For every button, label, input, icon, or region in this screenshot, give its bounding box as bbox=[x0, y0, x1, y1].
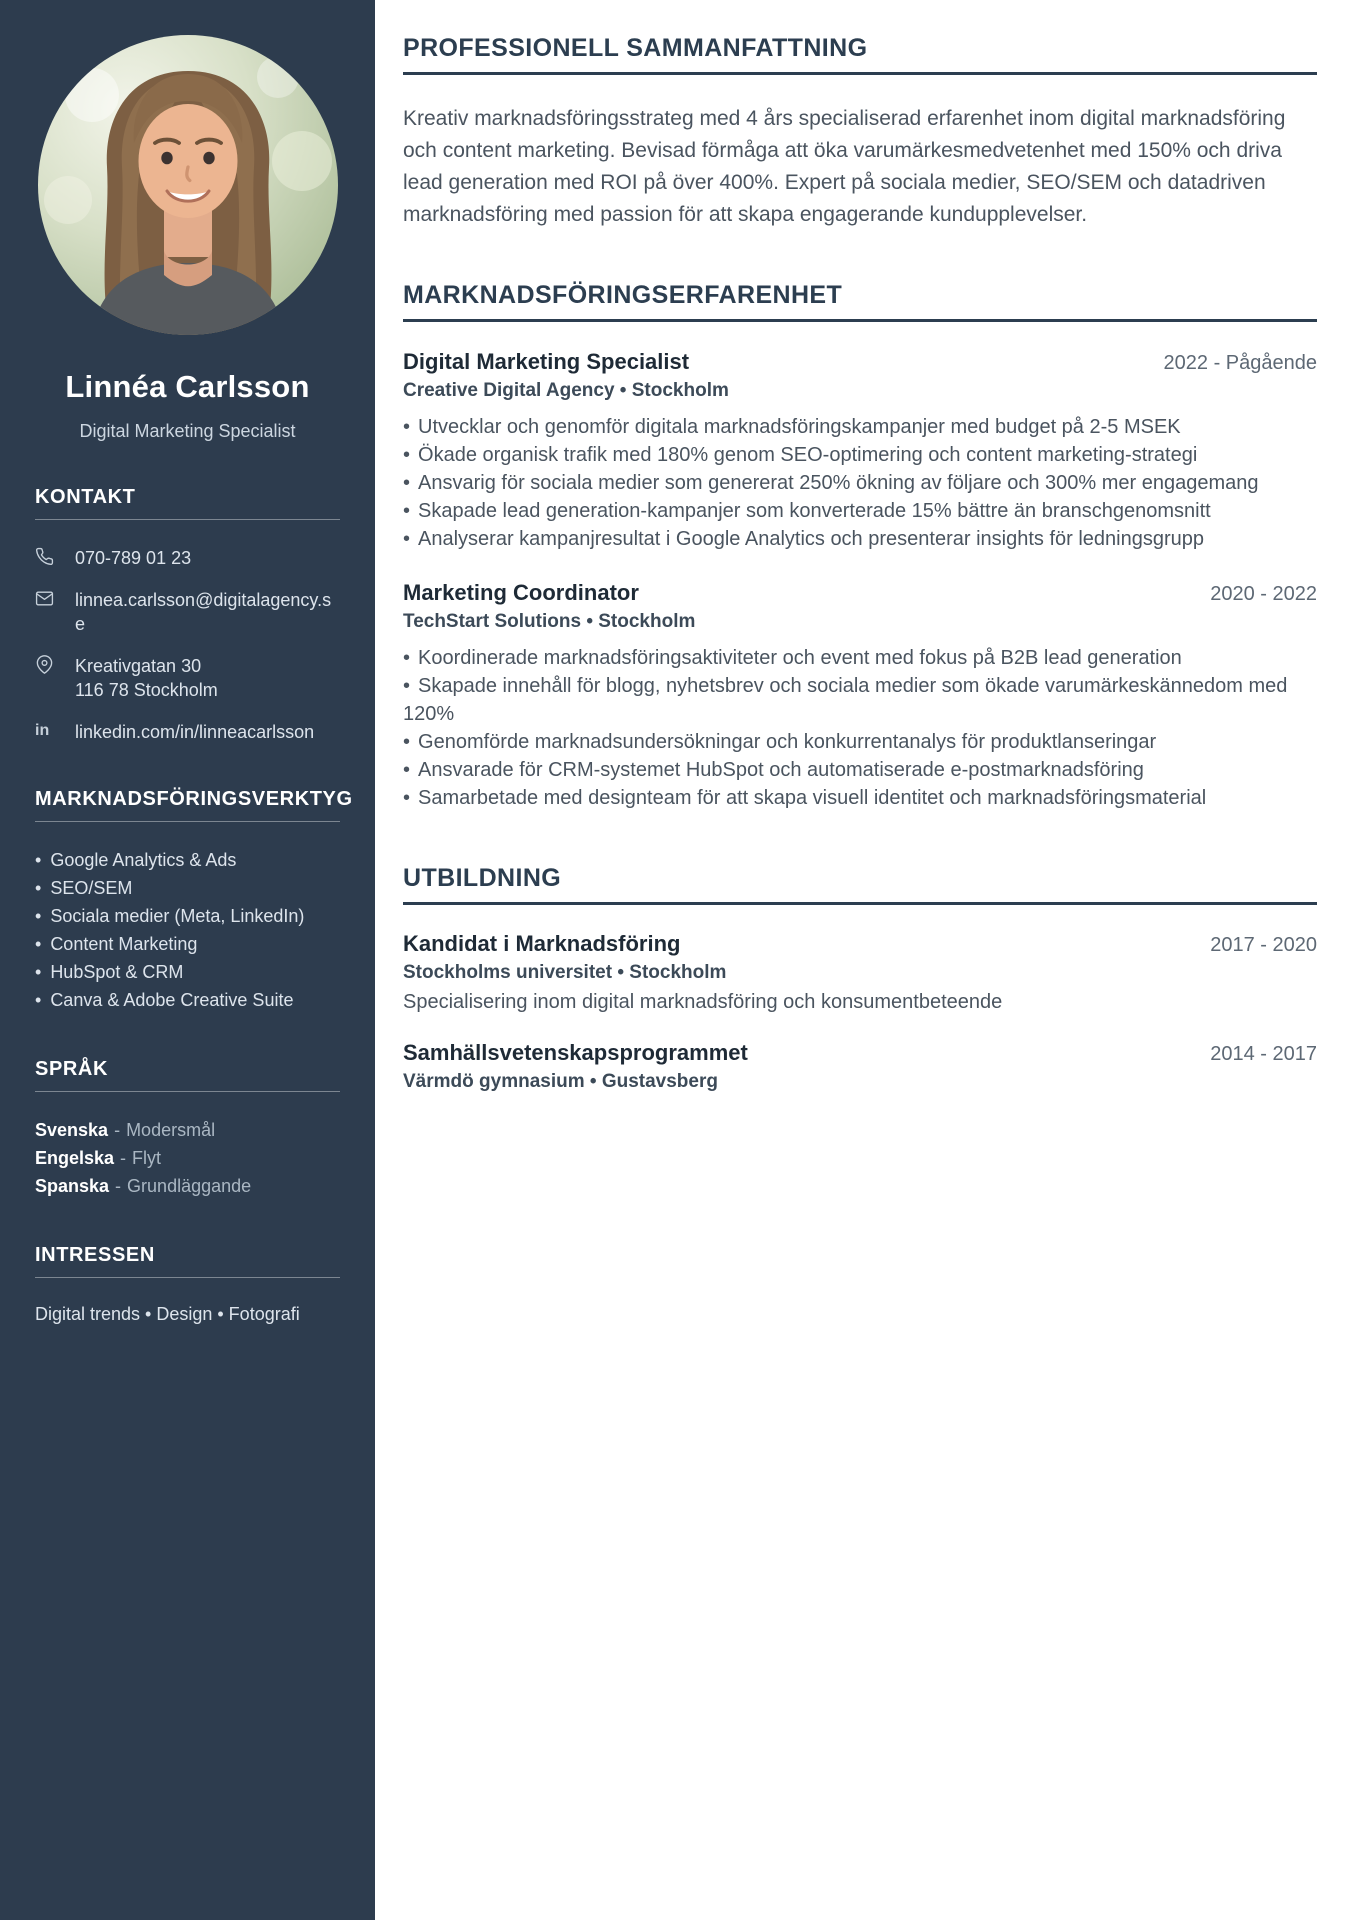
languages-heading: SPRÅK bbox=[35, 1058, 340, 1092]
bullet-item bbox=[403, 728, 1317, 756]
email-address[interactable]: linnea.carlsson@digitalagency.se bbox=[75, 590, 332, 634]
education-school: Stockholms universitet • Stockholm bbox=[403, 962, 727, 983]
bullet-glyph: • bbox=[403, 759, 411, 781]
list-item bbox=[35, 958, 340, 986]
bullet-glyph: • bbox=[35, 990, 42, 1010]
bullet-glyph: • bbox=[403, 472, 411, 494]
job-period: 2022 - Pågående bbox=[1163, 352, 1317, 374]
bullet-item bbox=[403, 672, 1317, 728]
main-content bbox=[375, 0, 1357, 1920]
bullet-glyph: • bbox=[403, 675, 411, 697]
job-bullets bbox=[403, 413, 1317, 553]
bullet-text: Analyserar kampanjresultat i Google Analytics och presenterar insights för ledningsgrupp bbox=[418, 528, 1204, 550]
summary-section bbox=[403, 34, 1317, 231]
tool-label: Google Analytics & Ads bbox=[50, 850, 237, 870]
bullet-text: Skapade lead generation-kampanjer som konverterade 15% bättre än branschgenomsnitt bbox=[418, 500, 1211, 522]
linkedin-url[interactable]: linkedin.com/in/linneacarlsson bbox=[75, 722, 315, 742]
job-header bbox=[403, 580, 1317, 606]
education-period: 2017 - 2020 bbox=[1210, 934, 1317, 956]
bullet-text: Ökade organisk trafik med 180% genom SEO-optimering och content marketing-strategi bbox=[418, 444, 1198, 466]
contact-heading: KONTAKT bbox=[35, 486, 340, 520]
job-title: Digital Marketing Specialist bbox=[403, 349, 690, 374]
contact-linkedin bbox=[35, 720, 340, 744]
profile-photo bbox=[38, 35, 338, 335]
bullet-glyph: • bbox=[35, 934, 42, 954]
language-row bbox=[35, 1116, 340, 1144]
education-period: 2014 - 2017 bbox=[1210, 1043, 1317, 1065]
bullet-item bbox=[403, 525, 1317, 553]
interests-section bbox=[35, 1244, 340, 1325]
education-note: Specialisering inom digital marknadsföring och konsumentbeteende bbox=[403, 991, 1003, 1013]
person-title: Digital Marketing Specialist bbox=[79, 421, 296, 441]
bullet-glyph: • bbox=[403, 444, 411, 466]
bullet-item bbox=[403, 644, 1317, 672]
interests-heading: INTRESSEN bbox=[35, 1244, 340, 1278]
address-line-2: 116 78 Stockholm bbox=[75, 680, 218, 700]
bullet-text: Koordinerade marknadsföringsaktiviteter och event med fokus på B2B lead generation bbox=[418, 647, 1182, 669]
job-title: Marketing Coordinator bbox=[403, 580, 639, 605]
education-entry bbox=[403, 1040, 1317, 1093]
contact-address bbox=[35, 654, 340, 702]
interests-text: Digital trends • Design • Fotografi bbox=[35, 1304, 300, 1324]
summary-heading: PROFESSIONELL SAMMANFATTNING bbox=[403, 34, 1317, 75]
bullet-item bbox=[403, 469, 1317, 497]
list-item bbox=[35, 986, 340, 1014]
bullet-text: Ansvarig för sociala medier som genererat 250% ökning av följare och 300% mer engagemang bbox=[418, 472, 1259, 494]
bullet-glyph: • bbox=[403, 416, 411, 438]
address-text bbox=[75, 654, 218, 702]
contact-list bbox=[35, 546, 340, 744]
language-row bbox=[35, 1144, 340, 1172]
bullet-text: Samarbetade med designteam för att skapa visuell identitet och marknadsföringsmaterial bbox=[418, 787, 1207, 809]
job-company: TechStart Solutions • Stockholm bbox=[403, 611, 696, 632]
education-section bbox=[403, 864, 1317, 1093]
education-header bbox=[403, 1040, 1317, 1066]
bullet-item bbox=[403, 441, 1317, 469]
experience-heading: MARKNADSFÖRINGSERFARENHET bbox=[403, 281, 1317, 322]
list-item bbox=[35, 930, 340, 958]
language-name: Spanska bbox=[35, 1176, 110, 1196]
tool-label: HubSpot & CRM bbox=[50, 962, 184, 982]
bullet-item bbox=[403, 784, 1317, 812]
contact-phone bbox=[35, 546, 340, 570]
bullet-glyph: • bbox=[403, 528, 411, 550]
bullet-glyph: • bbox=[35, 850, 42, 870]
profile-photo-image bbox=[38, 35, 338, 335]
job-company: Creative Digital Agency • Stockholm bbox=[403, 380, 729, 401]
language-level: Flyt bbox=[132, 1148, 162, 1168]
address-line-1: Kreativgatan 30 bbox=[75, 656, 202, 676]
tools-section bbox=[35, 788, 353, 1014]
summary-text: Kreativ marknadsföringsstrateg med 4 års specialiserad erfarenhet inom digital marknadsföring och content marketing. Bevisad förmåga att öka varumärkesmedvetenhet med 150% och driva lead generation med ROI på över 400%. Expert på sociala medier, SEO/SEM och datadriven marknadsföring med passion för att skapa engagerande kundupplevelser. bbox=[403, 107, 1286, 226]
bullet-glyph: • bbox=[403, 647, 411, 669]
phone-icon bbox=[35, 547, 57, 566]
job-period: 2020 - 2022 bbox=[1210, 583, 1317, 605]
bullet-item bbox=[403, 497, 1317, 525]
education-entry bbox=[403, 931, 1317, 1014]
tool-label: Canva & Adobe Creative Suite bbox=[50, 990, 294, 1010]
phone-number[interactable]: 070-789 01 23 bbox=[75, 548, 192, 568]
linkedin-icon: in bbox=[35, 722, 50, 739]
bullet-glyph: • bbox=[35, 906, 42, 926]
bullet-glyph: • bbox=[403, 787, 411, 809]
bullet-item bbox=[403, 413, 1317, 441]
person-name: Linnéa Carlsson bbox=[65, 369, 310, 404]
job-bullets bbox=[403, 644, 1317, 812]
education-school: Värmdö gymnasium • Gustavsberg bbox=[403, 1071, 718, 1092]
list-item bbox=[35, 902, 340, 930]
tools-heading: MARKNADSFÖRINGSVERKTYG bbox=[35, 788, 340, 822]
bullet-glyph: • bbox=[35, 962, 42, 982]
bullet-glyph: • bbox=[35, 878, 42, 898]
bullet-item bbox=[403, 756, 1317, 784]
languages-section bbox=[35, 1058, 340, 1200]
bullet-text: Genomförde marknadsundersökningar och konkurrentanalys för produktlanseringar bbox=[418, 731, 1157, 753]
list-item bbox=[35, 874, 340, 902]
list-item bbox=[35, 846, 340, 874]
tool-label: Content Marketing bbox=[50, 934, 198, 954]
bullet-text: Utvecklar och genomför digitala marknadsföringskampanjer med budget på 2-5 MSEK bbox=[418, 416, 1181, 438]
bullet-glyph: • bbox=[403, 500, 411, 522]
education-header bbox=[403, 931, 1317, 957]
contact-email bbox=[35, 588, 340, 636]
language-level: Grundläggande bbox=[127, 1176, 252, 1196]
dash-glyph: - bbox=[114, 1120, 121, 1140]
contact-section bbox=[35, 486, 340, 744]
education-title: Kandidat i Marknadsföring bbox=[403, 931, 681, 956]
language-name: Engelska bbox=[35, 1148, 115, 1168]
job-header bbox=[403, 349, 1317, 375]
dash-glyph: - bbox=[120, 1148, 127, 1168]
education-title: Samhällsvetenskapsprogrammet bbox=[403, 1040, 748, 1065]
language-row bbox=[35, 1172, 340, 1200]
email-icon bbox=[35, 589, 57, 608]
education-heading: UTBILDNING bbox=[403, 864, 1317, 905]
tools-list bbox=[35, 846, 340, 1014]
language-name: Svenska bbox=[35, 1120, 109, 1140]
languages-list bbox=[35, 1116, 340, 1200]
bullet-text: Ansvarade för CRM-systemet HubSpot och automatiserade e-postmarknadsföring bbox=[418, 759, 1144, 781]
tool-label: SEO/SEM bbox=[50, 878, 133, 898]
experience-section bbox=[403, 281, 1317, 812]
tool-label: Sociala medier (Meta, LinkedIn) bbox=[50, 906, 305, 926]
sidebar bbox=[0, 0, 375, 1920]
language-level: Modersmål bbox=[126, 1120, 216, 1140]
location-pin-icon bbox=[35, 655, 57, 674]
job-entry bbox=[403, 580, 1317, 812]
dash-glyph: - bbox=[115, 1176, 122, 1196]
bullet-glyph: • bbox=[403, 731, 411, 753]
job-entry bbox=[403, 349, 1317, 553]
bullet-text: Skapade innehåll för blogg, nyhetsbrev och sociala medier som ökade varumärkeskännedom med 120% bbox=[403, 675, 1288, 725]
